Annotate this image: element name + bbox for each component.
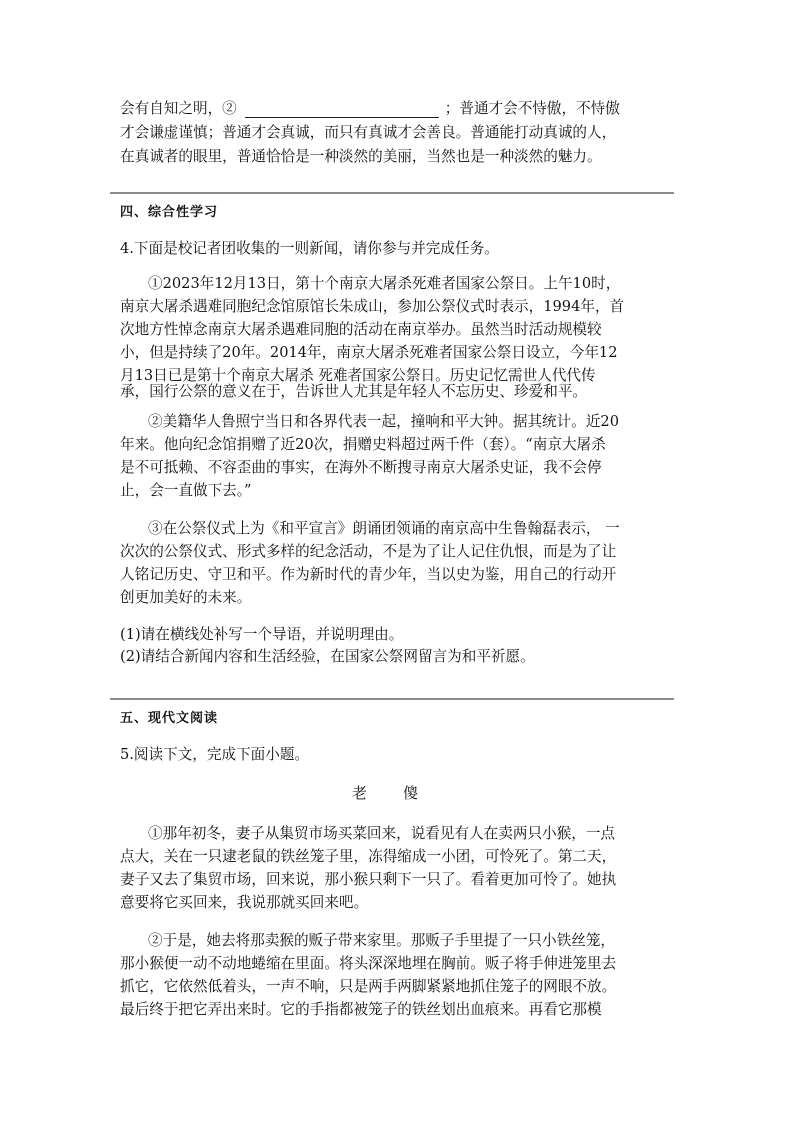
sub-question: (2)请结合新闻内容和生活经验，在国家公祭网留言为和平祈愿。 — [120, 648, 535, 665]
answer-blank[interactable] — [245, 102, 439, 118]
text-line: 小，但是持续了20年。2014年，南京大屠杀死难者国家公祭日设立，今年12 — [120, 344, 618, 361]
text-line: 抓它，它依然低着头，一声不响，只是两手两脚紧紧地抓住笼子的网眼不放。 — [120, 978, 617, 995]
question-prompt: 5.阅读下文，完成下面小题。 — [120, 746, 310, 763]
text-line: 才会谦虚谨慎；普通才会真诚，而只有真诚才会善良。普通能打动真诚的人， — [120, 124, 617, 141]
article-title: 老傻 — [352, 784, 455, 802]
text-line: 创更加美好的未来。 — [120, 589, 252, 606]
section-heading: 四、综合性学习 — [120, 205, 219, 220]
text-line: ②于是，她去将那卖猴的贩子带来家里。那贩子手里提了一只小铁丝笼， — [148, 932, 616, 949]
text-line: 在真诚者的眼里，普通恰恰是一种淡然的美丽，当然也是一种淡然的魅力。 — [120, 148, 602, 165]
text-line: 次地方性悼念南京大屠杀遇难同胞的活动在南京举办。虽然当时活动规模较 — [120, 321, 602, 338]
text-line: 最后终于把它弄出来时。它的手指都被笼子的铁丝划出血痕来。再看它那模 — [120, 1001, 602, 1018]
sub-question: (1)请在横线处补写一个导语，并说明理由。 — [120, 626, 404, 643]
text-line: ①那年初冬，妻子从集贸市场买菜回来，说看见有人在卖两只小猴，一点 — [148, 825, 616, 842]
text-line: 承，国行公祭的意义在于，告诉世人尤其是年轻人不忘历史、珍爱和平。 — [120, 383, 588, 400]
text-line: ③在公祭仪式上为《和平宣言》朗诵团领诵的南京高中生鲁翰磊表示， 一 — [148, 520, 620, 537]
text-line: ①2023年12月13日，第十个南京大屠杀死难者国家公祭日。上午10时， — [148, 275, 621, 292]
section-divider — [110, 698, 674, 700]
text-line: 那小猴便一动不动地蜷缩在里面。将头深深地埋在胸前。贩子将手伸进笼里去 — [120, 955, 617, 972]
text-line: 南京大屠杀遇难同胞纪念馆原馆长朱成山，参加公祭仪式时表示，1994年，首 — [120, 298, 625, 315]
text-line: 止，会一直做下去。” — [120, 482, 252, 499]
section-heading: 五、现代文阅读 — [120, 711, 219, 726]
text-line: 年来。他向纪念馆捐赠了近20次，捐赠史料超过两千件（套）。“南京大屠杀 — [120, 436, 606, 453]
question-prompt: 4.下面是校记者团收集的一则新闻，请你参与并完成任务。 — [120, 240, 499, 257]
text-line: 会有自知之明，② ；普通才会不恃傲，不恃傲 — [120, 100, 620, 117]
text-line: 是不可抵赖、不容歪曲的事实，在海外不断搜寻南京大屠杀史证，我不会停 — [120, 459, 602, 476]
text-line: 点大，关在一只逮老鼠的铁丝笼子里，冻得缩成一小团，可怜死了。第二天， — [120, 848, 617, 865]
text-line: ②美籍华人鲁照宁当日和各界代表一起，撞响和平大钟。据其统计。近20 — [148, 413, 619, 430]
text-line: 人铭记历史、守卫和平。作为新时代的青少年，当以史为鉴，用自己的行动开 — [120, 566, 617, 583]
text-line: 次次的公祭仪式、形式多样的纪念活动，不是为了让人记住仇恨，而是为了让 — [120, 543, 617, 560]
section-divider — [110, 192, 674, 194]
text-line: 月13日已是第十个南京大屠杀 死难者国家公祭日。历史记忆需世人代代传 — [120, 367, 596, 384]
text-line: 意要将它买回来，我说那就买回来吧。 — [120, 894, 369, 911]
text-line: 妻子又去了集贸市场，回来说，那小猴只剩下一只了。看着更加可怜了。她执 — [120, 871, 617, 888]
